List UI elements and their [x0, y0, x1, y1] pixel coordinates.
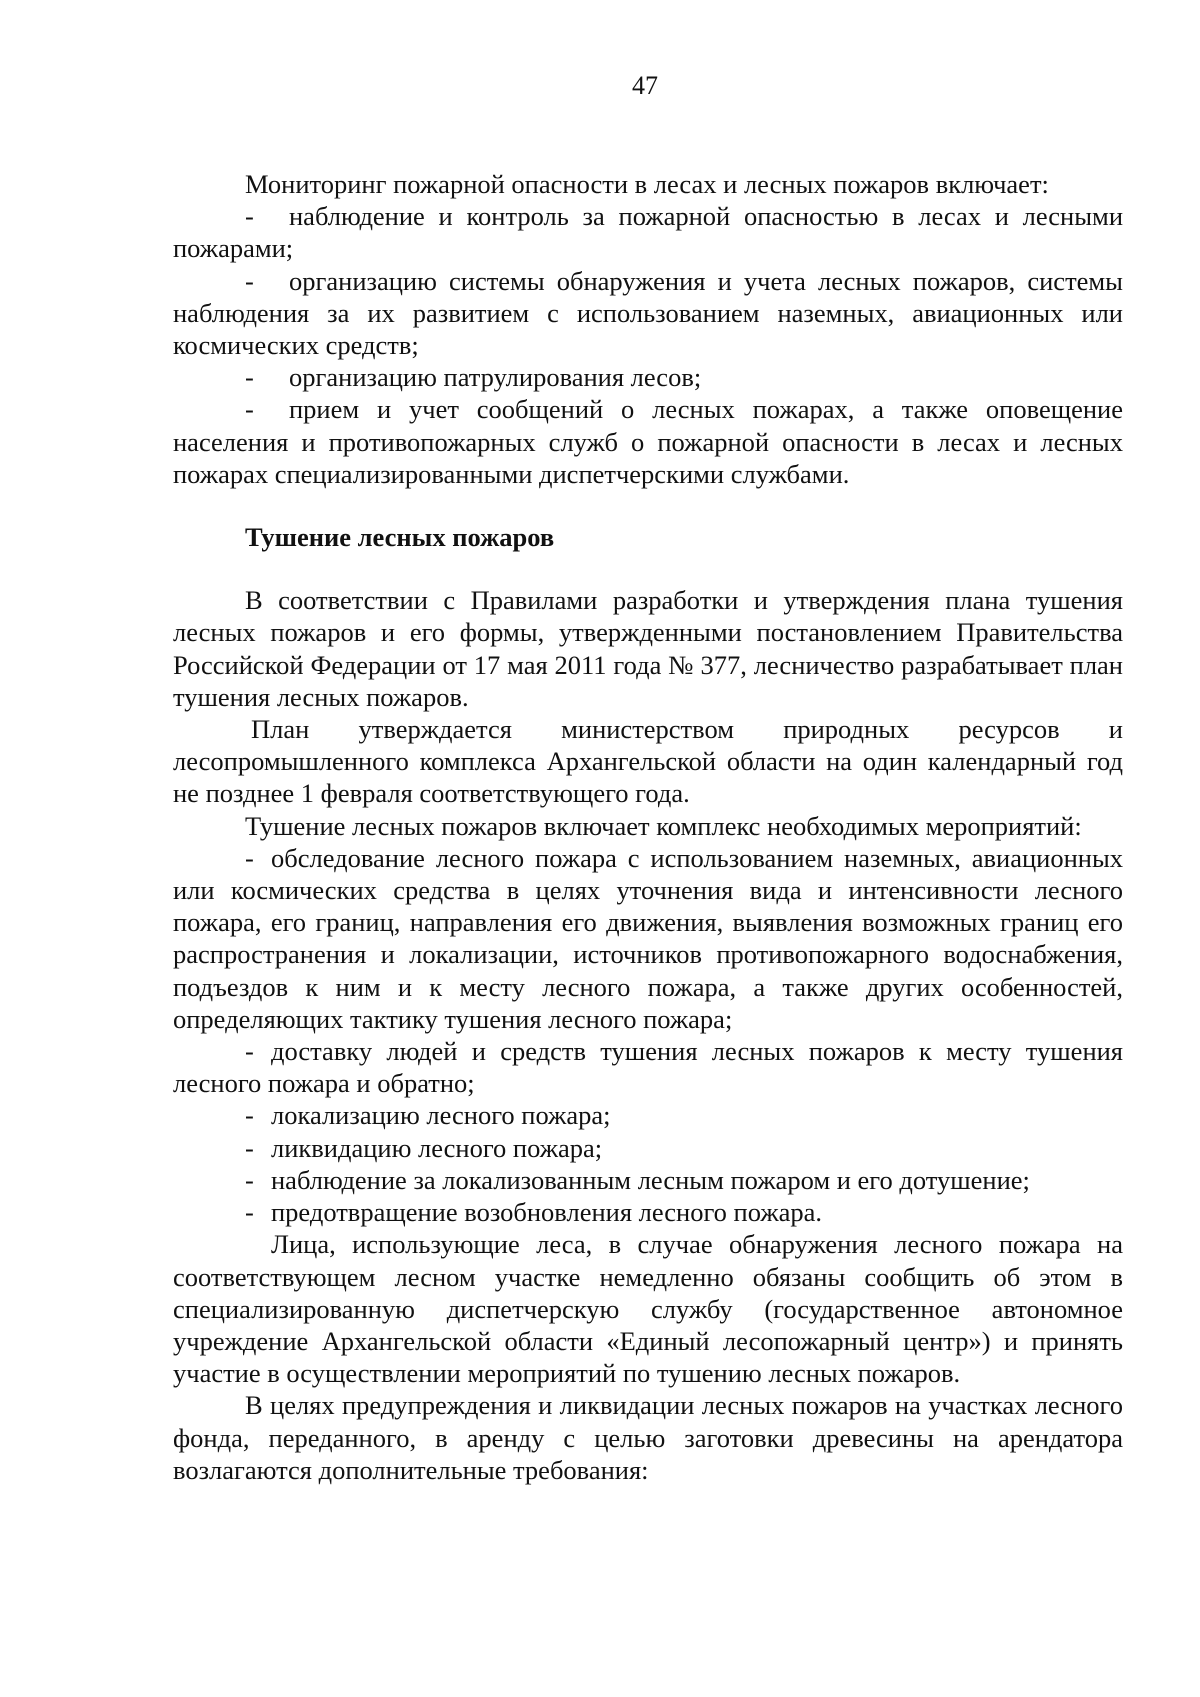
list-dash: - — [245, 394, 254, 425]
list-item — [173, 1196, 1123, 1228]
list-dash: - — [245, 362, 254, 393]
list-dash: - — [245, 1100, 254, 1131]
paragraph-rules: В соответствии с Правилами разработки и утверждения плана тушения лесных пожаров и его формы, утвержденными постановлением Правительства Российской Федерации от 17 мая 2011 года № 377, лесничество разрабатывает план тушения лесных пожаров. — [173, 585, 1123, 712]
list-item-text: ликвидацию лесного пожара; — [271, 1132, 603, 1163]
list-item-text: наблюдение и контроль за пожарной опасностью в лесах и лесными пожарами; — [173, 201, 1123, 264]
list-item — [173, 393, 1123, 490]
list-item-text: предотвращение возобновления лесного пожара. — [271, 1197, 823, 1228]
section-heading: Тушение лесных пожаров — [245, 522, 555, 553]
list-dash: - — [245, 201, 254, 232]
list-dash: - — [245, 1036, 254, 1067]
paragraph-plan: План утверждается министерством природных ресурсов и лесопромышленного комплекса Архангельской области на один календарный год не позднее 1 февраля соответствующего года. — [173, 714, 1123, 809]
paragraph-lease: В целях предупреждения и ликвидации лесных пожаров на участках лесного фонда, переданного, в аренду с целью заготовки древесины на арендатора возлагаются дополнительные требования: — [173, 1390, 1123, 1485]
list-item-text: наблюдение за локализованным лесным пожаром и его дотушение; — [271, 1164, 1030, 1195]
list-dash: - — [245, 265, 254, 296]
list-item — [173, 1132, 1123, 1164]
list-item — [173, 1099, 1123, 1131]
list-dash: - — [245, 1164, 254, 1195]
monitoring-intro: Мониторинг пожарной опасности в лесах и лесных пожаров включает: — [245, 169, 1049, 199]
paragraph-report: Лица, использующие леса, в случае обнаружения лесного пожара на соответствующем лесном участке немедленно обязаны сообщить об этом в специализированную диспетчерскую службу (государственное автономное учреждение Архангельской области «Единый лесопожарный центр») и принять участие в осуществлении мероприятий по тушению лесных пожаров. — [173, 1229, 1123, 1389]
list-item-text: прием и учет сообщений о лесных пожарах, а также оповещение населения и противопожарных служб о пожарной опасности в лесах и лесных пожарах специализированными диспетчерскими службами. — [173, 394, 1123, 489]
list-item — [173, 361, 1123, 393]
list-dash: - — [245, 842, 254, 873]
measures-intro: Тушение лесных пожаров включает комплекс необходимых мероприятий: — [245, 810, 1082, 841]
list-item-text: организацию патрулирования лесов; — [289, 362, 702, 393]
document-body — [173, 168, 1123, 1486]
list-item — [173, 265, 1123, 362]
list-dash: - — [245, 1132, 254, 1163]
page-number: 47 — [632, 71, 658, 100]
list-item-text: локализацию лесного пожара; — [271, 1100, 611, 1131]
list-item — [173, 1164, 1123, 1196]
list-item-text: организацию системы обнаружения и учета лесных пожаров, системы наблюдения за их развитием с использованием наземных, авиационных или космических средств; — [173, 265, 1123, 361]
list-item — [173, 1035, 1123, 1099]
list-item-text: доставку людей и средств тушения лесных пожаров к месту тушения лесного пожара и обратно; — [173, 1036, 1123, 1099]
list-item — [173, 842, 1123, 1035]
list-item — [173, 200, 1123, 264]
list-dash: - — [245, 1197, 254, 1228]
list-item-text: обследование лесного пожара с использованием наземных, авиационных или космических средства в целях уточнения вида и интенсивности лесного пожара, его границ, направления его движения, выявления возможных границ его распространения и локализации, источников противопожарного водоснабжения, подъездов к ним и к месту лесного пожара, а также других особенностей, определяющих тактику тушения лесного пожара; — [173, 842, 1123, 1034]
